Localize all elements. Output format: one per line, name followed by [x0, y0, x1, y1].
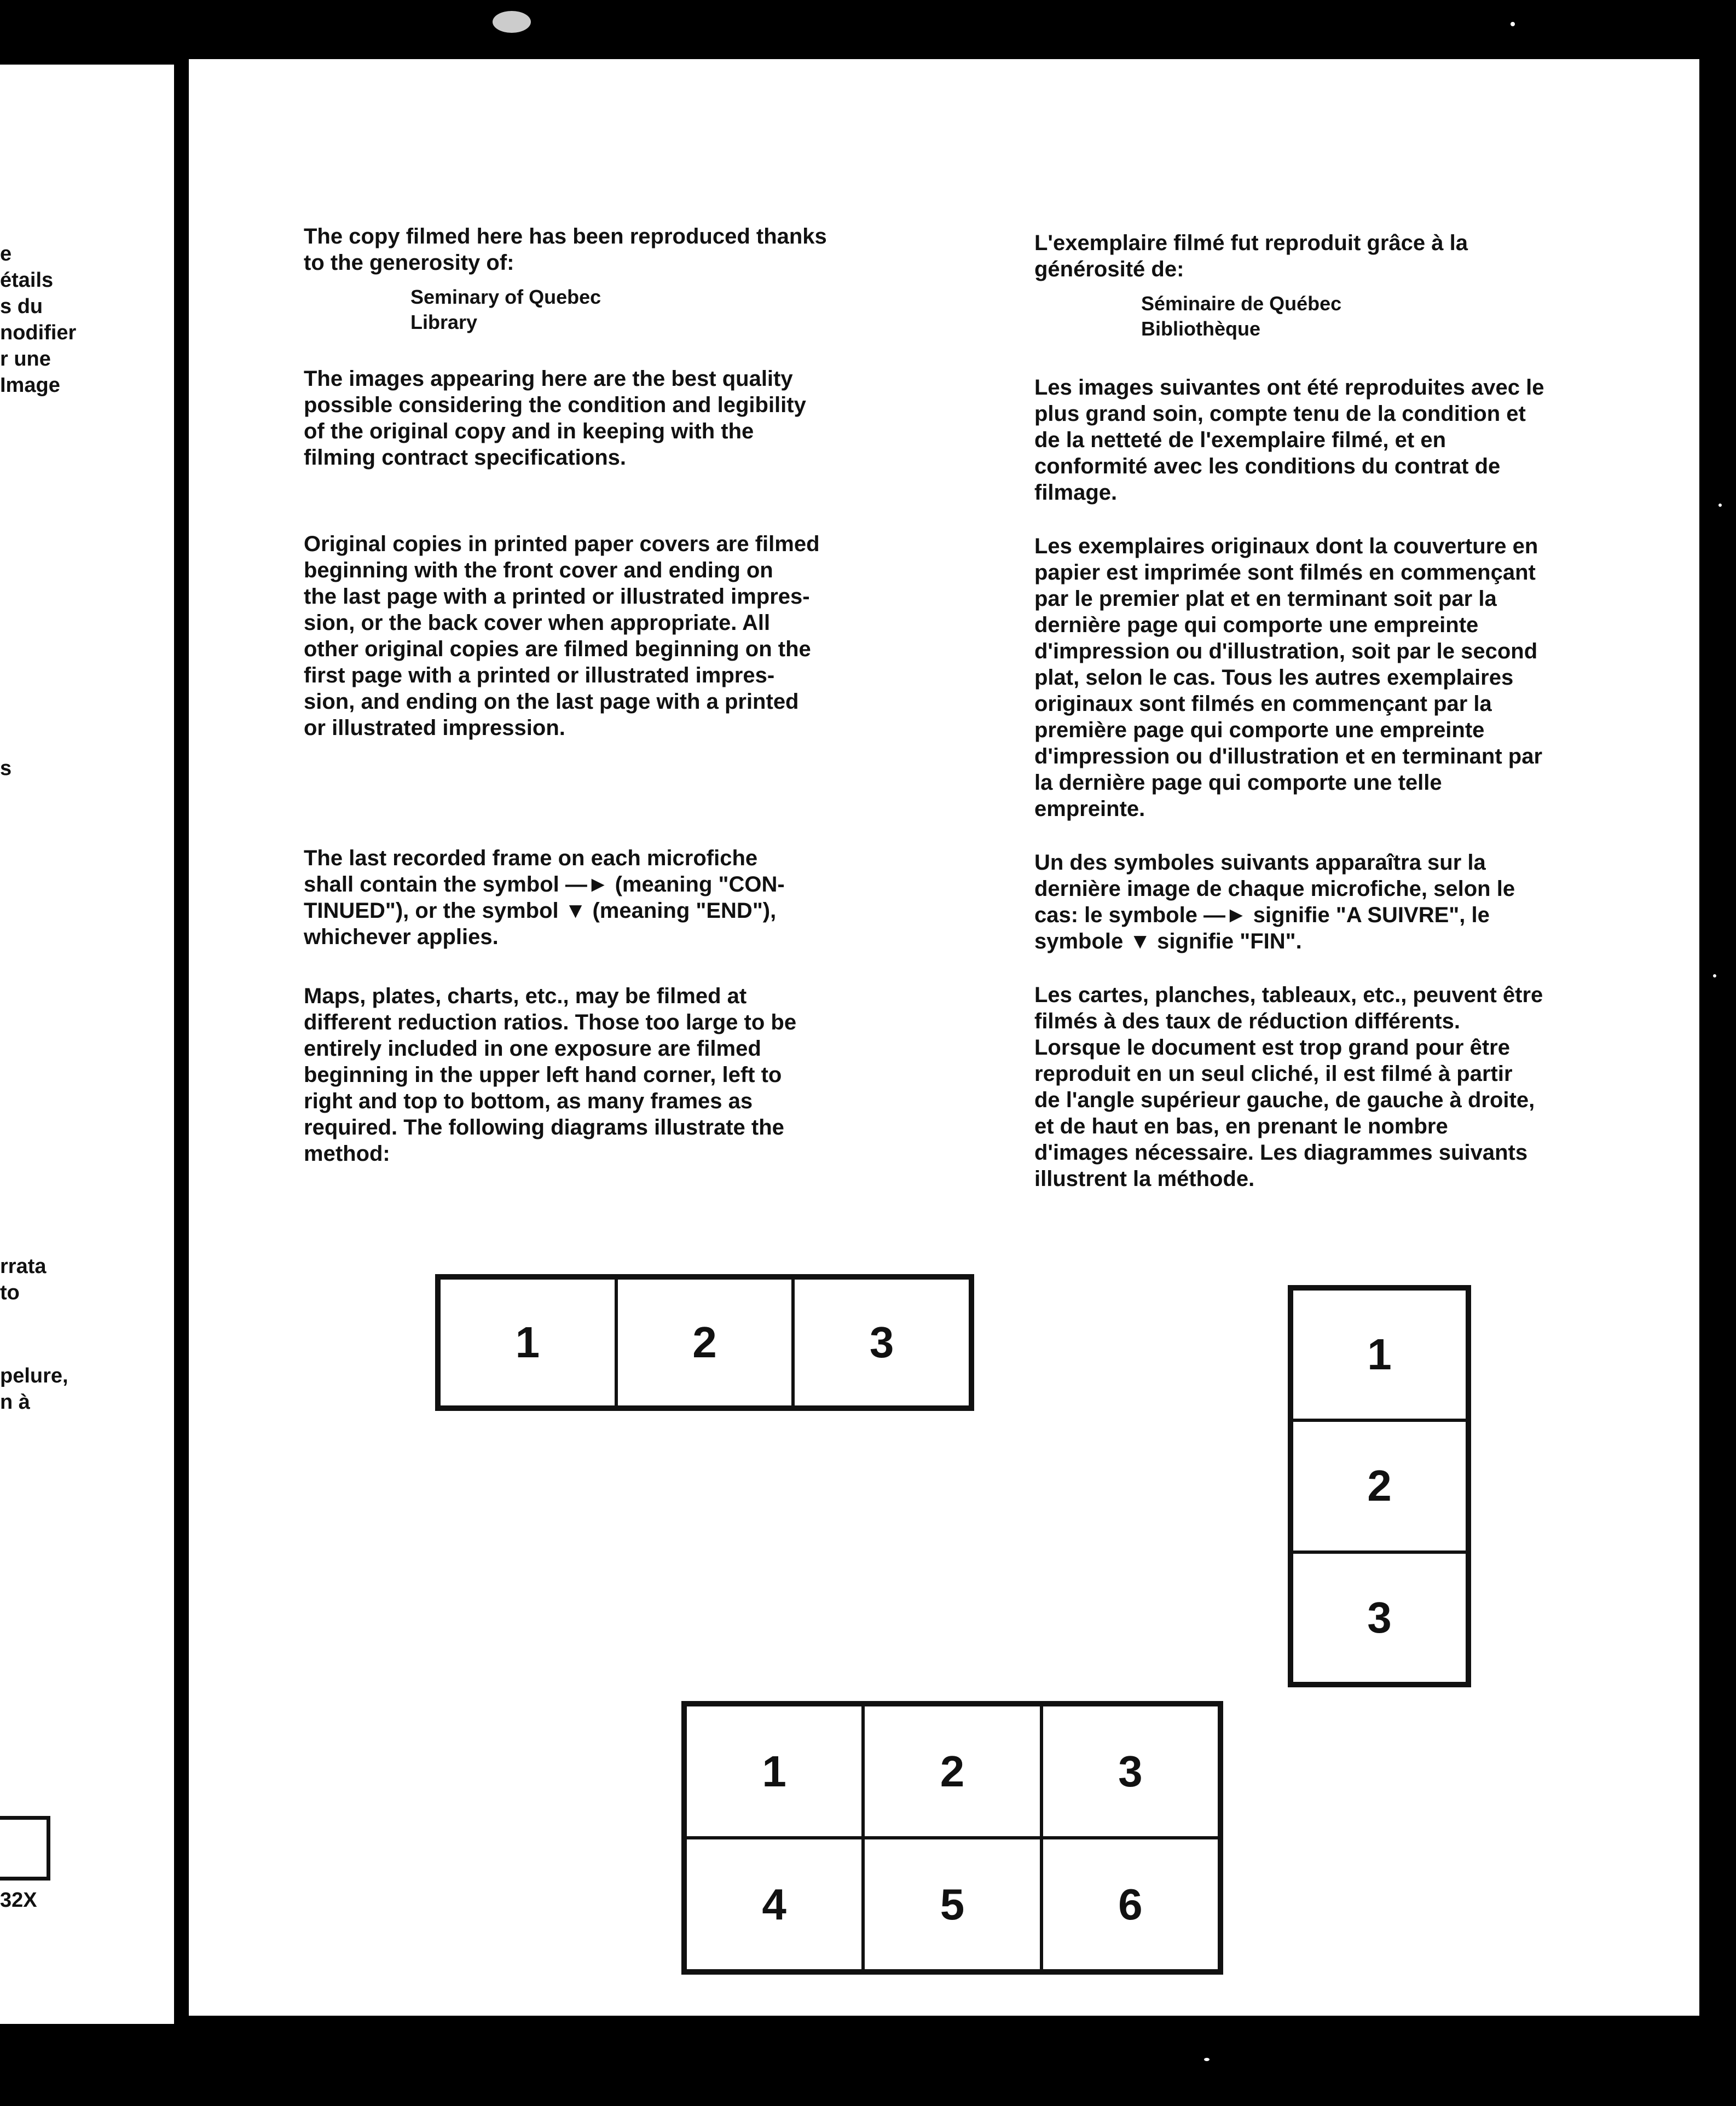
scan-speck: [493, 11, 531, 33]
french-column: [1034, 230, 1691, 1192]
left-fragment: e: [0, 242, 12, 265]
end-triangle-icon: ▼: [564, 899, 587, 923]
covers-paragraph-fr: Les exemplaires originaux dont la couverture en papier est imprimée sont filmés en commençant par le premier plat et en terminant soit par la dernière page qui comporte une empreinte d'impression ou d'illustration, soit par le second plat, selon le cas. Tous les autres exemplaires originaux sont filmés en commençant par la première page qui comporte une empreinte d'impression ou d'illustration et en terminant par la dernière page qui comporte une telle empreinte.: [1034, 534, 1543, 821]
symbols-paragraph-en: The last recorded frame on each microfiche shall contain the symbol —► (meaning "CON- TINUED"), or the symbol ▼ (meaning "END"), whichever applies.: [304, 846, 785, 949]
end-triangle-icon: ▼: [1129, 929, 1151, 953]
continued-arrow-icon: —►: [565, 872, 609, 896]
quality-paragraph-en: The images appearing here are the best quality possible considering the condition and legibility of the original copy and in keeping with the filming contract specifications.: [304, 367, 806, 470]
left-box: [0, 1816, 50, 1881]
scan-speck: [1204, 2058, 1210, 2061]
english-column: [304, 223, 933, 1167]
diagram-row-cell: 1: [439, 1278, 616, 1407]
left-fragment: r une: [0, 348, 51, 371]
credit-name-fr: Séminaire de Québec Bibliothèque: [1141, 292, 1342, 340]
quality-paragraph-fr: Les images suivantes ont été reproduites avec le plus grand soin, compte tenu de la condition et de la netteté de l'exemplaire filmé, et en conformité avec les conditions du contrat de filmage.: [1034, 375, 1544, 505]
reduction-ratio-label: 32X: [0, 1889, 37, 1912]
diagram-grid-cell: 2: [863, 1705, 1041, 1838]
diagram-grid: [681, 1701, 1223, 1975]
diagram-row-cell: 2: [616, 1278, 794, 1407]
credit-name-en: Seminary of Quebec Library: [410, 286, 601, 333]
diagram-column-cell: 1: [1292, 1289, 1467, 1420]
maps-paragraph-fr: Les cartes, planches, tableaux, etc., peuvent être filmés à des taux de réduction différents. Lorsque le document est trop grand pour être reproduit en un seul cliché, il est filmé à partir de l'angle supérieur gauche, de gauche à droite, et de haut en bas, en prenant le nombre d'images nécessaire. Les diagrammes suivants illustrent la méthode.: [1034, 983, 1543, 1191]
left-fragment: to: [0, 1281, 20, 1304]
diagram-grid-cell: 5: [863, 1838, 1041, 1971]
scan-speck: [1718, 504, 1722, 507]
covers-paragraph-en: Original copies in printed paper covers are filmed beginning with the front cover and ending on the last page with a printed or illustrated impres- sion, or the back cover when appropriate. All other original copies are filmed beginning on the first page with a printed or illustrated impres- sion, and ending on the last page with a printed or illustrated impression.: [304, 532, 820, 740]
left-fragment: s: [0, 757, 12, 780]
scan-speck: [1511, 22, 1515, 26]
left-fragment: Image: [0, 374, 60, 397]
left-fragment: n à: [0, 1391, 30, 1414]
previous-page-strip: [0, 65, 174, 2024]
diagram-column-cell: 2: [1292, 1420, 1467, 1552]
diagram-column: [1288, 1285, 1471, 1687]
left-fragment: s du: [0, 295, 43, 318]
maps-paragraph-en: Maps, plates, charts, etc., may be filmed at different reduction ratios. Those too large to be entirely included in one exposure are filmed beginning in the upper left hand corner, left to right and top to bottom, as many frames as required. The following diagrams illustrate the method:: [304, 984, 797, 1166]
diagram-row-cell: 3: [793, 1278, 970, 1407]
symbols-paragraph-fr: Un des symboles suivants apparaîtra sur la dernière image de chaque microfiche, selon le cas: le symbole —► signifie "A SUIVRE", le symbole ▼ signifie "FIN".: [1034, 850, 1515, 953]
left-fragment: pelure,: [0, 1364, 68, 1387]
scan-speck: [1713, 974, 1716, 977]
diagram-grid-cell: 4: [685, 1838, 863, 1971]
left-fragment: étails: [0, 269, 54, 292]
continued-arrow-icon: —►: [1203, 903, 1247, 927]
credit-intro-en: The copy filmed here has been reproduced thanks to the generosity of:: [304, 224, 827, 275]
diagram-grid-cell: 1: [685, 1705, 863, 1838]
credit-intro-fr: L'exemplaire filmé fut reproduit grâce à la générosité de:: [1034, 231, 1468, 281]
diagram-grid-cell: 6: [1041, 1838, 1219, 1971]
filming-notice-page: [189, 59, 1699, 2016]
left-fragment: rrata: [0, 1255, 47, 1278]
diagram-row: [435, 1274, 974, 1411]
diagram-column-cell: 3: [1292, 1552, 1467, 1683]
left-fragment: nodifier: [0, 321, 77, 344]
diagram-grid-cell: 3: [1041, 1705, 1219, 1838]
